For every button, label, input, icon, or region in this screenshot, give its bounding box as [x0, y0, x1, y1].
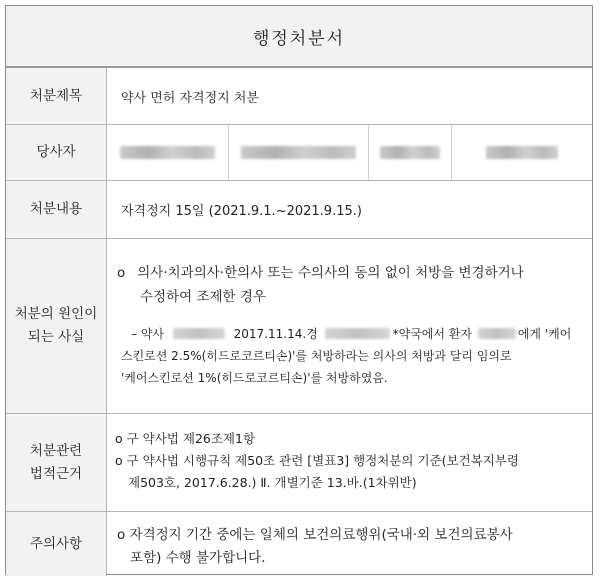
value-disposition-content: 자격정지 15일 (2021.9.1.~2021.9.15.) [121, 204, 362, 219]
party-cell-4 [452, 125, 592, 180]
row-notice [6, 512, 592, 576]
label-disposition-content: 처분내용 [6, 181, 107, 238]
row-disposition-content [6, 181, 592, 239]
party-cells [107, 125, 592, 180]
legal-basis-item-2: o 구 약사법 시행규칙 제50조 관련 [별표3] 행정처분의 기준(보건복지부령 [115, 453, 519, 468]
redacted-pharmacist [173, 328, 225, 339]
bullet-icon: o [117, 265, 126, 281]
notice-text: o 자격정지 기간 중에는 일체의 보건의료행위(국내·외 보건의료봉사 포함) 수행 불가합니다. [117, 527, 513, 566]
party-cell-3 [369, 125, 452, 180]
row-legal-basis [6, 414, 592, 512]
cause-detail: – 약사 2017.11.14.경 *약국에서 환자 에게 '케어 스킨로션 2.5%(히드로코르티손)'를 처방하라는 의사의 처방과 달리 임의로 '케어스킨로션 1%(히드로코르티손)'를 처방하였음. [121, 327, 572, 385]
label-party: 당사자 [6, 125, 107, 180]
party-cell-1 [107, 125, 229, 180]
redacted-name [120, 146, 215, 159]
label-legal-basis: 처분관련 법적근거 [6, 414, 107, 511]
redacted-pharmacy [325, 328, 390, 339]
legal-basis-list [115, 428, 582, 494]
row-party [6, 125, 592, 181]
party-cell-2 [229, 125, 370, 180]
cause-content [107, 239, 592, 413]
legal-basis-content [107, 414, 592, 511]
value-disposition-subject: 약사 면허 자격정지 처분 [121, 90, 259, 106]
administrative-disposition-document [5, 5, 593, 575]
label-notice: 주의사항 [6, 512, 107, 576]
redacted-id [380, 146, 440, 159]
row-disposition-subject [6, 68, 592, 125]
redacted-license-info [241, 146, 356, 159]
legal-basis-item-1: o 구 약사법 제26조제1항 [115, 431, 256, 446]
redacted-address [486, 146, 558, 159]
redacted-patient [478, 328, 516, 339]
cause-main-statement: o 의사·치과의사·한의사 또는 수의사의 동의 없이 처방을 변경하거나 수정하여 조제한 경우 [117, 265, 524, 305]
notice-content [107, 512, 592, 576]
document-title: 행정처분서 [6, 6, 592, 68]
label-disposition-subject: 처분제목 [6, 68, 107, 124]
legal-basis-item-2-cont: 제503호, 2017.6.28.) Ⅱ. 개별기준 13.바.(1차위반) [128, 475, 417, 490]
row-disposition-cause [6, 239, 592, 414]
label-disposition-cause: 처분의 원인이 되는 사실 [6, 239, 107, 413]
